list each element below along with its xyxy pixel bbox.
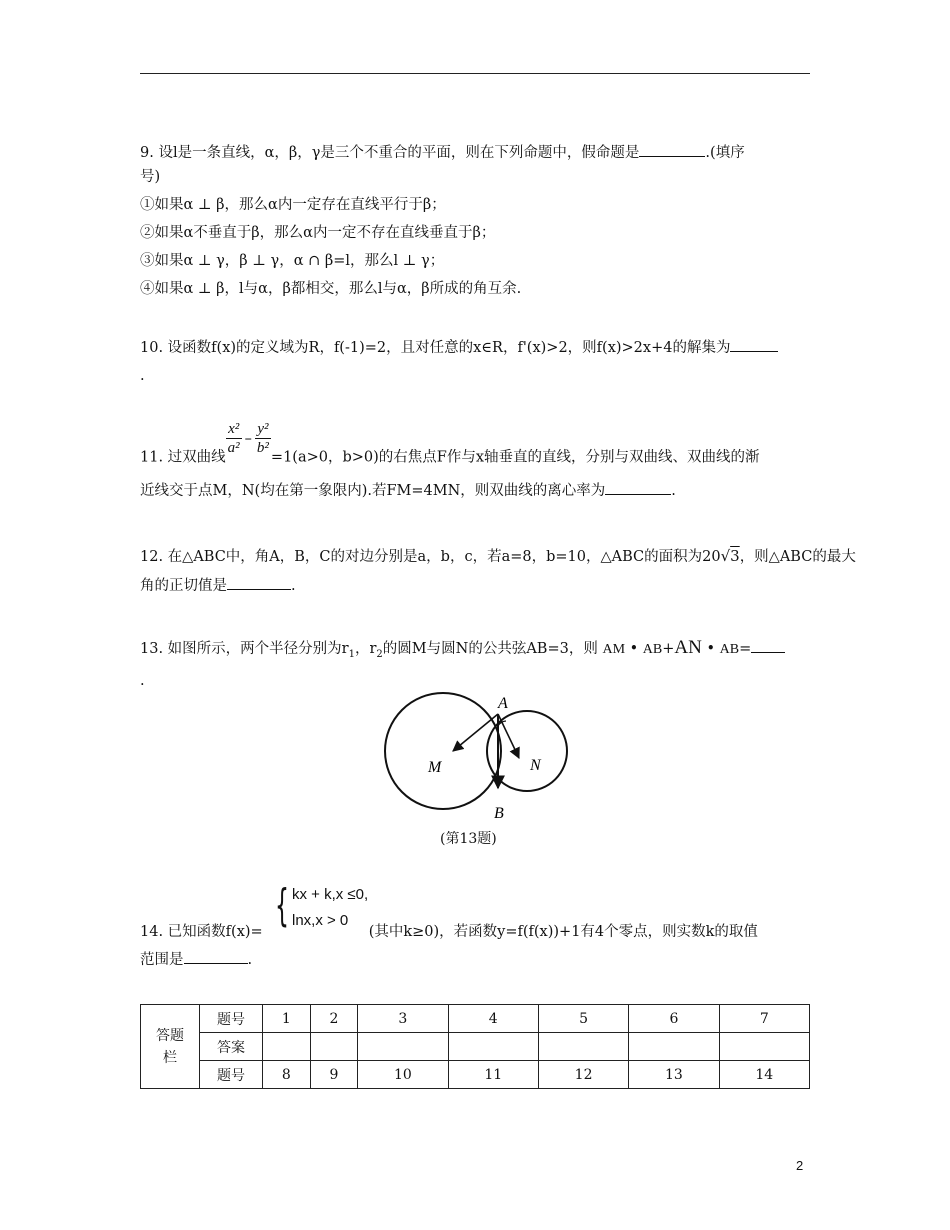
answer-cell[interactable] (263, 1033, 311, 1061)
question-number-cell: 13 (629, 1061, 719, 1089)
question-number-cell: 9 (310, 1061, 358, 1089)
question-number-cell: 8 (263, 1061, 311, 1089)
question-number-cell: 5 (538, 1005, 628, 1033)
question-number-cell: 14 (719, 1061, 809, 1089)
label-m: M (428, 759, 442, 776)
answer-cell[interactable] (538, 1033, 628, 1061)
question-11 (140, 420, 810, 503)
q9-option-3: ③如果α ⊥ γ，β ⊥ γ，α ∩ β=l，那么l ⊥ γ； (140, 253, 445, 269)
answer-blank (751, 636, 785, 653)
question-number-cell: 2 (310, 1005, 358, 1033)
answer-blank (639, 140, 705, 157)
q11-line1: 11. 过双曲线 $\frac{\text{x²}}{\text{a²}}$ – $\frac{\text{y²}}{\text{b²}}$ =1(a>0，b>0)的右焦点F作与x轴垂直的直线，分别与双曲线、双曲线的渐 (140, 421, 760, 466)
answer-blank (227, 573, 291, 590)
piecewise-case-2: lnx,x > 0 (292, 912, 349, 929)
question-number-cell: 4 (448, 1005, 538, 1033)
question-14 (140, 920, 810, 972)
fraction-x-over-a: $\frac{\text{x²}}{\text{a²}}$ (227, 421, 240, 456)
answer-blank (184, 947, 248, 964)
question-13 (140, 636, 810, 693)
figure-caption: (第13题) (440, 831, 497, 847)
question-number-cell: 1 (263, 1005, 311, 1033)
question-number-cell: 10 (358, 1061, 448, 1089)
q9-option-4: ④如果α ⊥ β，l与α，β都相交，那么l与α，β所成的角互余. (140, 281, 522, 297)
answer-cell[interactable] (719, 1033, 809, 1061)
question-number-cell: 7 (719, 1005, 809, 1033)
circles-figure (380, 690, 580, 825)
q14-line1: 14. 已知函数f(x)= (其中k≥0)，若函数y=f(f(x))+1有4个零点，则实数k的取值 (140, 924, 758, 940)
vector-am: AM (602, 642, 626, 657)
q13-line2: . (140, 672, 145, 689)
q9-line2: 号) (140, 169, 161, 185)
q12-line1: 12. 在△ABC中，角A，B，C的对边分别是a，b，c，若a=8，b=10，△ABC的面积为20√3，则△ABC的最大 (140, 547, 856, 565)
answer-table (140, 1004, 810, 1089)
q9-line1: 9. 设l是一条直线，α，β，γ是三个不重合的平面，则在下列命题中，假命题是 .(填序 (140, 140, 810, 165)
label-a: A (498, 695, 508, 712)
q9-option-1: ①如果α ⊥ β，那么α内一定存在直线平行于β； (140, 197, 446, 213)
answer-cell[interactable] (448, 1033, 538, 1061)
answer-cell[interactable] (310, 1033, 358, 1061)
question-number-cell: 6 (629, 1005, 719, 1033)
row-label-number: 题号 (200, 1005, 263, 1033)
question-10 (140, 335, 810, 388)
vector-ab: AB (719, 642, 740, 657)
q10-line2: . (140, 368, 145, 384)
answer-cell[interactable] (358, 1033, 448, 1061)
fraction-y-over-b: $\frac{\text{y²}}{\text{b²}}$ (256, 421, 269, 456)
q10-line1: 10. 设函数f(x)的定义域为R，f(-1)=2，且对任意的x∈R，f'(x)>2，则f(x)>2x+4的解集为 (140, 335, 810, 360)
q13-line1: 13. 如图所示，两个半径分别为$r_1$，$r_2$的圆M与圆N的公共弦AB=3，则 AM • AB+AN • AB= (140, 636, 810, 667)
answer-table-corner: 答题 栏 (141, 1005, 200, 1089)
answer-blank (730, 335, 778, 352)
q14-line2: 范围是 . (140, 947, 810, 972)
label-b: B (494, 805, 504, 822)
sqrt-symbol: √3 (720, 547, 740, 565)
piecewise-case-1: kx + k,x ≤0, (292, 886, 369, 903)
q12-line2: 角的正切值是 . (140, 573, 810, 598)
row-label-number: 题号 (200, 1061, 263, 1089)
q9-option-2: ②如果α不垂直于β，那么α内一定不存在直线垂直于β； (140, 225, 496, 241)
question-12 (140, 544, 856, 598)
page-number: 2 (796, 1158, 804, 1173)
header-rule (140, 73, 810, 74)
q11-line2: 近线交于点M，N(均在第一象限内).若FM=4MN，则双曲线的离心率为 . (140, 478, 810, 503)
answer-blank (605, 478, 671, 495)
label-n: N (530, 757, 541, 774)
question-number-cell: 11 (448, 1061, 538, 1089)
piecewise-brace: { (275, 880, 289, 931)
answer-cell[interactable] (629, 1033, 719, 1061)
vector-ab: AB (642, 642, 663, 657)
row-label-answer: 答案 (200, 1033, 263, 1061)
vector-an: AN (674, 637, 702, 658)
question-number-cell: 3 (358, 1005, 448, 1033)
question-number-cell: 12 (538, 1061, 628, 1089)
circle-m (385, 693, 501, 809)
question-9 (140, 140, 810, 301)
